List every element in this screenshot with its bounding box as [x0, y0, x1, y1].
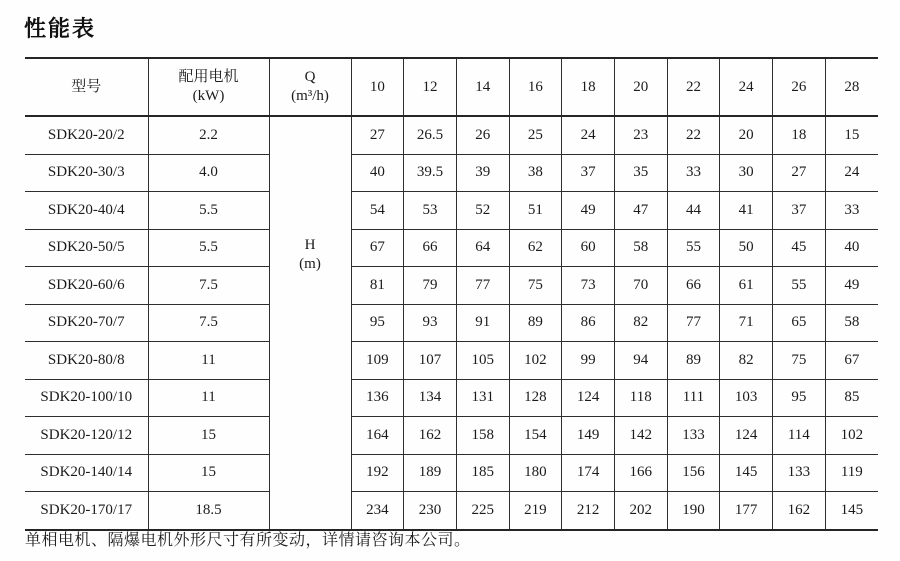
head-value-cell: 149 — [562, 417, 615, 455]
table-row — [25, 454, 878, 492]
head-value-cell: 190 — [667, 492, 720, 530]
model-cell: SDK20-70/7 — [25, 304, 148, 342]
flow-value-header: 12 — [404, 58, 457, 116]
head-value-cell: 225 — [456, 492, 509, 530]
head-value-cell: 234 — [351, 492, 404, 530]
head-value-cell: 111 — [667, 379, 720, 417]
head-value-cell: 162 — [404, 417, 457, 455]
head-value-cell: 105 — [456, 342, 509, 380]
flow-value-header: 20 — [614, 58, 667, 116]
head-value-cell: 53 — [404, 192, 457, 230]
head-value-cell: 73 — [562, 267, 615, 305]
flow-header-label: Q — [304, 69, 316, 85]
model-cell: SDK20-80/8 — [25, 342, 148, 380]
flow-value-header: 26 — [773, 58, 826, 116]
flow-value-header: 16 — [509, 58, 562, 116]
flow-value-header: 10 — [351, 58, 404, 116]
head-value-cell: 58 — [614, 229, 667, 267]
head-value-cell: 93 — [404, 304, 457, 342]
head-value-cell: 124 — [720, 417, 773, 455]
head-value-cell: 52 — [456, 192, 509, 230]
head-value-cell: 38 — [509, 154, 562, 192]
head-value-cell: 142 — [614, 417, 667, 455]
flow-value-header: 22 — [667, 58, 720, 116]
table-row — [25, 154, 878, 192]
head-value-cell: 60 — [562, 229, 615, 267]
model-cell: SDK20-40/4 — [25, 192, 148, 230]
head-value-cell: 85 — [825, 379, 878, 417]
flow-value-header: 24 — [720, 58, 773, 116]
head-value-cell: 158 — [456, 417, 509, 455]
head-value-cell: 27 — [351, 116, 404, 154]
flow-value-header: 18 — [562, 58, 615, 116]
head-value-cell: 136 — [351, 379, 404, 417]
model-cell: SDK20-20/2 — [25, 116, 148, 154]
head-value-cell: 26 — [456, 116, 509, 154]
head-value-cell: 30 — [720, 154, 773, 192]
head-value-cell: 23 — [614, 116, 667, 154]
head-value-cell: 44 — [667, 192, 720, 230]
head-value-cell: 58 — [825, 304, 878, 342]
head-value-cell: 39 — [456, 154, 509, 192]
table-header-row — [25, 58, 878, 116]
head-value-cell: 174 — [562, 454, 615, 492]
head-value-cell: 81 — [351, 267, 404, 305]
head-value-cell: 134 — [404, 379, 457, 417]
head-unit: (m) — [299, 256, 321, 272]
head-value-cell: 49 — [825, 267, 878, 305]
head-value-cell: 128 — [509, 379, 562, 417]
head-value-cell: 65 — [773, 304, 826, 342]
head-value-cell: 202 — [614, 492, 667, 530]
head-value-cell: 102 — [509, 342, 562, 380]
model-cell: SDK20-60/6 — [25, 267, 148, 305]
head-value-cell: 114 — [773, 417, 826, 455]
head-value-cell: 154 — [509, 417, 562, 455]
head-value-cell: 156 — [667, 454, 720, 492]
table-row — [25, 417, 878, 455]
head-value-cell: 91 — [456, 304, 509, 342]
head-value-cell: 64 — [456, 229, 509, 267]
model-cell: SDK20-30/3 — [25, 154, 148, 192]
motor-kw-cell: 7.5 — [148, 267, 269, 305]
head-value-cell: 219 — [509, 492, 562, 530]
head-value-cell: 37 — [773, 192, 826, 230]
head-value-cell: 77 — [456, 267, 509, 305]
motor-header-label: 配用电机 — [178, 69, 239, 85]
motor-kw-cell: 4.0 — [148, 154, 269, 192]
model-cell: SDK20-140/14 — [25, 454, 148, 492]
head-value-cell: 192 — [351, 454, 404, 492]
motor-header-unit: (kW) — [192, 88, 225, 104]
head-value-cell: 185 — [456, 454, 509, 492]
head-value-cell: 27 — [773, 154, 826, 192]
head-value-cell: 230 — [404, 492, 457, 530]
motor-kw-cell: 11 — [148, 342, 269, 380]
head-value-cell: 71 — [720, 304, 773, 342]
head-value-cell: 133 — [773, 454, 826, 492]
head-value-cell: 18 — [773, 116, 826, 154]
head-value-cell: 54 — [351, 192, 404, 230]
head-value-cell: 212 — [562, 492, 615, 530]
head-value-cell: 124 — [562, 379, 615, 417]
motor-kw-cell: 15 — [148, 454, 269, 492]
head-value-cell: 55 — [773, 267, 826, 305]
head-value-cell: 82 — [720, 342, 773, 380]
head-value-cell: 45 — [773, 229, 826, 267]
head-value-cell: 89 — [509, 304, 562, 342]
head-value-cell: 33 — [667, 154, 720, 192]
head-value-cell: 99 — [562, 342, 615, 380]
motor-kw-cell: 11 — [148, 379, 269, 417]
head-value-cell: 24 — [562, 116, 615, 154]
head-value-cell: 82 — [614, 304, 667, 342]
head-value-cell: 95 — [351, 304, 404, 342]
head-value-cell: 89 — [667, 342, 720, 380]
head-value-cell: 162 — [773, 492, 826, 530]
head-value-cell: 131 — [456, 379, 509, 417]
head-value-cell: 95 — [773, 379, 826, 417]
head-value-cell: 62 — [509, 229, 562, 267]
head-value-cell: 61 — [720, 267, 773, 305]
head-value-cell: 40 — [351, 154, 404, 192]
model-column-header: 型号 — [25, 58, 148, 116]
table-row — [25, 192, 878, 230]
head-value-cell: 55 — [667, 229, 720, 267]
motor-kw-cell: 5.5 — [148, 229, 269, 267]
motor-kw-cell: 7.5 — [148, 304, 269, 342]
table-row — [25, 116, 878, 154]
table-row — [25, 267, 878, 305]
head-value-cell: 49 — [562, 192, 615, 230]
head-value-cell: 94 — [614, 342, 667, 380]
head-value-cell: 24 — [825, 154, 878, 192]
performance-table — [25, 57, 878, 531]
head-value-cell: 26.5 — [404, 116, 457, 154]
table-row — [25, 492, 878, 530]
head-value-cell: 66 — [667, 267, 720, 305]
motor-kw-cell: 2.2 — [148, 116, 269, 154]
head-value-cell: 37 — [562, 154, 615, 192]
model-cell: SDK20-170/17 — [25, 492, 148, 530]
table-row — [25, 342, 878, 380]
head-unit-cell — [269, 116, 351, 530]
head-value-cell: 67 — [351, 229, 404, 267]
head-value-cell: 33 — [825, 192, 878, 230]
head-value-cell: 39.5 — [404, 154, 457, 192]
head-value-cell: 119 — [825, 454, 878, 492]
head-value-cell: 67 — [825, 342, 878, 380]
head-value-cell: 25 — [509, 116, 562, 154]
head-label: H — [304, 237, 316, 253]
head-value-cell: 41 — [720, 192, 773, 230]
head-value-cell: 166 — [614, 454, 667, 492]
footer-note: 单相电机、隔爆电机外形尺寸有所变动，详情请咨询本公司。 — [25, 532, 471, 549]
head-value-cell: 164 — [351, 417, 404, 455]
head-value-cell: 86 — [562, 304, 615, 342]
head-value-cell: 35 — [614, 154, 667, 192]
head-value-cell: 75 — [773, 342, 826, 380]
head-value-cell: 50 — [720, 229, 773, 267]
flow-value-header: 14 — [456, 58, 509, 116]
model-cell: SDK20-100/10 — [25, 379, 148, 417]
motor-kw-cell: 18.5 — [148, 492, 269, 530]
table-row — [25, 379, 878, 417]
model-cell: SDK20-50/5 — [25, 229, 148, 267]
table-row — [25, 304, 878, 342]
head-value-cell: 103 — [720, 379, 773, 417]
head-value-cell: 118 — [614, 379, 667, 417]
motor-kw-cell: 5.5 — [148, 192, 269, 230]
head-value-cell: 51 — [509, 192, 562, 230]
head-value-cell: 15 — [825, 116, 878, 154]
head-value-cell: 109 — [351, 342, 404, 380]
head-value-cell: 75 — [509, 267, 562, 305]
head-value-cell: 66 — [404, 229, 457, 267]
head-value-cell: 79 — [404, 267, 457, 305]
motor-column-header — [148, 58, 269, 116]
head-value-cell: 177 — [720, 492, 773, 530]
flow-value-header: 28 — [825, 58, 878, 116]
head-value-cell: 47 — [614, 192, 667, 230]
head-value-cell: 22 — [667, 116, 720, 154]
head-value-cell: 102 — [825, 417, 878, 455]
head-value-cell: 133 — [667, 417, 720, 455]
model-cell: SDK20-120/12 — [25, 417, 148, 455]
motor-kw-cell: 15 — [148, 417, 269, 455]
head-value-cell: 180 — [509, 454, 562, 492]
head-value-cell: 20 — [720, 116, 773, 154]
head-value-cell: 189 — [404, 454, 457, 492]
head-value-cell: 145 — [825, 492, 878, 530]
head-value-cell: 70 — [614, 267, 667, 305]
head-value-cell: 145 — [720, 454, 773, 492]
flow-header-unit: (m³/h) — [291, 88, 329, 104]
head-value-cell: 40 — [825, 229, 878, 267]
flow-column-header — [269, 58, 351, 116]
head-value-cell: 77 — [667, 304, 720, 342]
table-row — [25, 229, 878, 267]
head-value-cell: 107 — [404, 342, 457, 380]
page-title: 性能表 — [24, 16, 97, 41]
